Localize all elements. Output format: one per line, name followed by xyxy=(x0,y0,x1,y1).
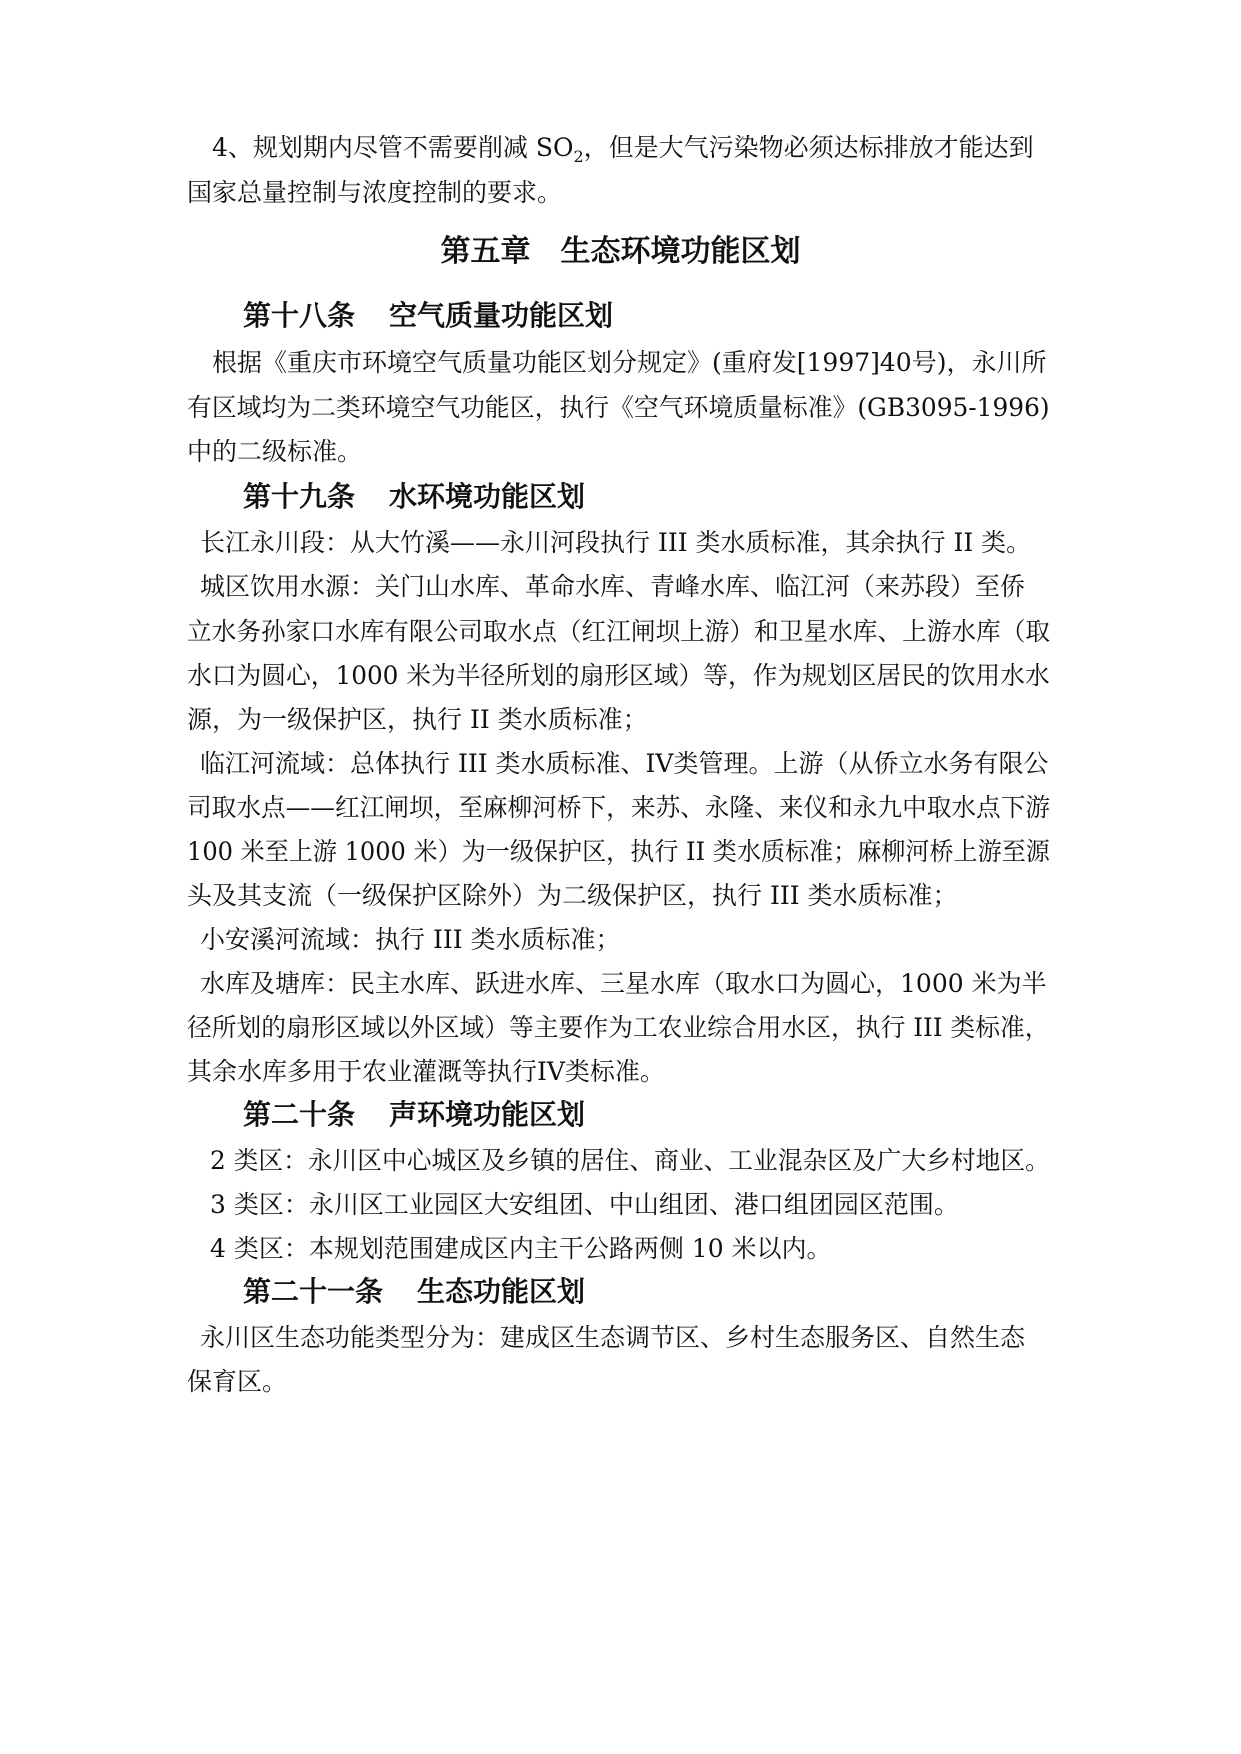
article-21-number: 第二十一条 xyxy=(243,1275,384,1308)
article-19-line: 水口为圆心，1000 米为半径所划的扇形区域）等，作为规划区居民的饮用水水 xyxy=(187,661,1050,690)
article-18-line: 中的二级标准。 xyxy=(187,437,363,466)
article-18-title: 空气质量功能区划 xyxy=(389,299,614,332)
article-19-line: 头及其支流（一级保护区除外）为二级保护区，执行 III 类水质标准； xyxy=(187,881,958,910)
article-19-line: 小安溪河流域：执行 III 类水质标准； xyxy=(200,925,621,954)
article-19-line: 径所划的扇形区域以外区域）等主要作为工农业综合用水区，执行 III 类标准， xyxy=(187,1013,1050,1042)
article-19-line: 城区饮用水源：关门山水库、革命水库、青峰水库、临江河（来苏段）至侨 xyxy=(200,572,1026,601)
article-19-line: 水库及塘库：民主水库、跃进水库、三星水库（取水口为圆心，1000 米为半 xyxy=(200,969,1047,998)
article-20-heading xyxy=(243,1097,585,1133)
article-20-line: 2 类区：永川区中心城区及乡镇的居住、商业、工业混杂区及广大乡村地区。 xyxy=(210,1146,1050,1175)
chapter-title: 第五章 生态环境功能区划 xyxy=(440,234,801,269)
article-19-number: 第十九条 xyxy=(243,480,356,513)
article-19-title: 水环境功能区划 xyxy=(389,480,586,513)
intro-line-1b: ，但是大气污染物必须达标排放才能达到 xyxy=(583,133,1034,162)
article-19-line: 其余水库多用于农业灌溉等执行IV类标准。 xyxy=(187,1057,665,1086)
article-18-number: 第十八条 xyxy=(243,299,356,332)
article-20-line: 3 类区：永川区工业园区大安组团、中山组团、港口组团园区范围。 xyxy=(210,1190,959,1219)
article-19-line: 源，为一级保护区，执行 II 类水质标准； xyxy=(187,705,648,734)
article-21-title: 生态功能区划 xyxy=(417,1275,586,1308)
article-19-line: 司取水点——红江闸坝，至麻柳河桥下，来苏、永隆、来仪和永九中取水点下游 xyxy=(187,793,1051,822)
article-20-line: 4 类区：本规划范围建成区内主干公路两侧 10 米以内。 xyxy=(210,1234,832,1263)
article-20-number: 第二十条 xyxy=(243,1098,356,1131)
article-19-line: 立水务孙家口水库有限公司取水点（红江闸坝上游）和卫星水库、上游水库（取 xyxy=(187,617,1051,646)
intro-line-1a: 4、规划期内尽管不需要削减 SO xyxy=(212,133,574,162)
intro-line-1 xyxy=(212,133,1034,166)
article-19-line: 临江河流域：总体执行 III 类水质标准、IV类管理。上游（从侨立水务有限公 xyxy=(200,749,1049,778)
article-21-heading xyxy=(243,1274,585,1310)
intro-line-2: 国家总量控制与浓度控制的要求。 xyxy=(187,178,563,207)
article-19-line: 100 米至上游 1000 米）为一级保护区，执行 II 类水质标准；麻柳河桥上游至源 xyxy=(187,837,1050,866)
article-20-title: 声环境功能区划 xyxy=(389,1098,586,1131)
article-21-line: 保育区。 xyxy=(187,1367,288,1396)
article-18-line: 有区域均为二类环境空气功能区，执行《空气环境质量标准》(GB3095-1996) xyxy=(187,393,1050,422)
article-19-line: 长江永川段：从大竹溪——永川河段执行 III 类水质标准，其余执行 II 类。 xyxy=(200,528,1032,557)
article-18-heading xyxy=(243,298,613,334)
article-19-heading xyxy=(243,479,585,515)
so2-subscript: 2 xyxy=(573,147,584,166)
article-18-line: 根据《重庆市环境空气质量功能区划分规定》(重府发[1997]40号)，永川所 xyxy=(212,348,1047,377)
article-21-line: 永川区生态功能类型分为：建成区生态调节区、乡村生态服务区、自然生态 xyxy=(200,1323,1026,1352)
